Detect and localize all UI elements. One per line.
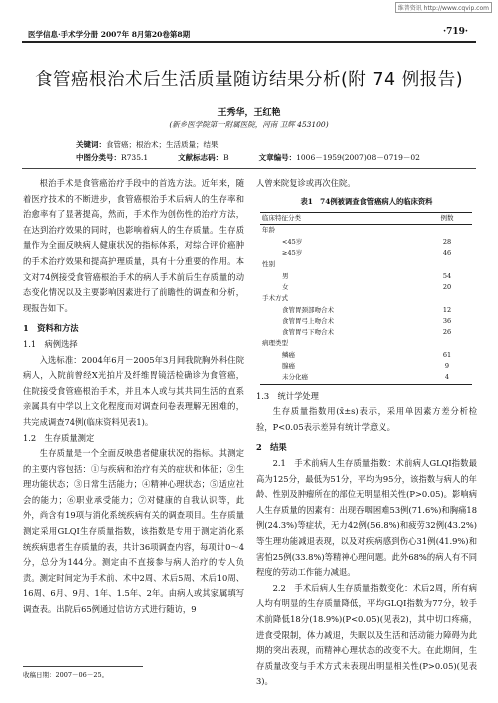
table-row — [260, 271, 472, 282]
table-row — [260, 282, 472, 293]
table-cell-count — [422, 293, 472, 304]
table-cell-label: 食管胃弓上吻合术 — [282, 316, 334, 325]
meta-rule — [22, 168, 476, 169]
table-cell-label: 年龄 — [262, 226, 275, 235]
table-cell-label: 手术方式 — [262, 294, 288, 303]
table-cell-count: 9 — [444, 362, 450, 371]
case-selection-paragraph: 入选标准：2004年6月－2005年3月间我院胸外科住院病人，入院前曾经X光拍片及纤维胃镜活检确诊为食管癌，住院接受食管癌根治手术，并且本人或与其共同生活的直系亲属具有中学以上文化程度而对调查问卷表理解无困难的，共完成调查74例(临床资料见表1)。 — [23, 354, 244, 427]
table-cell-count: 26 — [442, 328, 452, 337]
article-authors: 王秀华，王红艳 — [217, 108, 281, 118]
journal-header: 医学信息·手术学分册 2007年 8月第20卷第8期 — [28, 30, 191, 39]
table-row — [260, 237, 472, 248]
table-header-row — [260, 213, 472, 225]
table-row — [260, 225, 472, 237]
table-row — [260, 305, 472, 316]
table-cell-label: 食管胃颈部吻合术 — [282, 305, 334, 314]
table-cell-count: 46 — [442, 249, 452, 258]
article-no-label: 文章编号： — [258, 153, 297, 162]
table-row — [260, 259, 472, 270]
subheading-statistics: 1.3 统计学处理 — [256, 390, 319, 401]
section-heading-results: 2 结果 — [256, 442, 287, 453]
clc-value: R735.1 — [121, 153, 149, 162]
table-cell-label: ≥45岁 — [282, 249, 303, 258]
doc-code-label: 文献标志码： — [178, 153, 224, 162]
table-cell-count: 36 — [442, 316, 452, 325]
table-cell-count: 61 — [442, 350, 452, 359]
qol-measurement-paragraph: 生存质量是一个全面反映患者健康状况的指标。其测定的主要内容包括：①与疾病和治疗有关的症状和体征；②生理功能状态；③日常生活能力；④精神心理状态；⑤适应社会的能力；⑥职业承受能力；⑦对健康的自我认识等，此外，尚含有19项与消化系统疾病有关的调查项目。生存质量测定采用GLQI生存质量指数，该指数是专用于测定消化系统疾病患者生存质量的表，共计36项调查内容，每项计0～4分，总分为144分。测定由不直接参与病人治疗的专人负责。测定时间定为手术前、术中2周、术后5周、术后10周、16周、6月、9月、1年、1.5年、2年。由病人或其家属填写调查表。出院后65例通过信访方式进行随访，9 — [23, 448, 244, 615]
keywords: 食管癌；根治术；生活质量；结果 — [106, 140, 219, 149]
table-cell-count: 54 — [442, 271, 452, 280]
table-cell-label: 腺癌 — [282, 362, 295, 371]
table-row — [260, 248, 472, 259]
table-row — [260, 372, 472, 384]
table-cell-label: 女 — [282, 282, 289, 291]
table-row — [260, 293, 472, 304]
table-cell-count: 28 — [442, 237, 452, 246]
table-header-category: 临床特征分类 — [262, 214, 301, 223]
table-cell-count: 12 — [442, 305, 452, 314]
footnote-rule — [23, 666, 143, 667]
table-cell-label: 男 — [282, 271, 289, 280]
table-row — [260, 361, 472, 372]
table-cell-count: 20 — [442, 282, 452, 291]
table-cell-label: 食管胃弓下吻合术 — [282, 328, 334, 337]
table-cell-count — [422, 259, 472, 270]
clc-field — [76, 152, 148, 163]
classification-line — [76, 152, 436, 163]
table-cell-label: <45岁 — [282, 237, 303, 246]
statistics-paragraph: 生存质量指数用(x̄±s)表示，采用单因素方差分析检验，P<0.05表示差异有统计学意义。 — [256, 406, 477, 432]
table-row — [260, 316, 472, 327]
article-no-field — [259, 152, 420, 163]
table-cell-label: 性别 — [262, 260, 275, 269]
article-no-value: 1006－1959(2007)08－0719－02 — [296, 153, 420, 162]
watermark-stamp: 维普资讯 http://www.cqvip.com — [395, 2, 492, 13]
table-cell-count — [422, 338, 472, 349]
table-row — [260, 338, 472, 349]
continued-paragraph: 人曾来院复诊或再次住院。 — [256, 178, 356, 188]
table-header-count: 例数 — [440, 214, 454, 223]
table-cell-count: 4 — [444, 373, 450, 382]
article-affiliation: (新乡医学院第一附属医院，河南 卫辉 453100) — [169, 120, 329, 129]
results-postop-paragraph: 2.2 手术后病人生存质量指数变化：术后2周，所有病人均有明显的生存质量降低，平均GLQI指数为77分，较手术前降低18分(18.9%)(P<0.05)(见表2)，其中切口疼痛，进食受限制，体力减退，失眠以及生活和活动能力障碍为此期的突出表现，而精神心理状态的改变不大。在此期间，生存质量改变与手术方式未表现出明显相关性(P>0.05)(见表3)。 — [256, 582, 477, 687]
left-column — [23, 176, 244, 618]
page-number: ·719· — [442, 27, 468, 37]
clc-label: 中图分类号： — [76, 153, 121, 162]
table-row — [260, 327, 472, 338]
table-cell-label: 病理类型 — [262, 339, 288, 348]
clinical-data-table — [260, 212, 472, 384]
table-cell-label: 未分化癌 — [282, 373, 308, 382]
header-rule — [22, 41, 476, 43]
table-row — [260, 350, 472, 361]
doc-code-value: B — [223, 153, 229, 162]
keywords-label: 关键词： — [76, 140, 106, 149]
intro-paragraph: 根治手术是食管癌治疗手段中的首选方法。近年来，随着医疗技术的不断进步，食管癌根治手术后病人的生存率和治愈率有了显著提高，然而，手术作为创伤性的治疗方法，在达到治疗效果的同时，也影响着病人的生存质量。生存质量作为全面反映病人健康状况的指标体系，对综合评价癌肿的手术治疗效果和提高护理质量，具有十分重要的作用。本文对74例接受食管癌根治手术的病人手术前后生存质量的动态变化情况以及主要影响因素进行了前瞻性的调查和分析，现报告如下。 — [23, 178, 244, 313]
section-heading-materials: 1 资料和方法 — [23, 323, 79, 334]
table-cell-label: 鳞癌 — [282, 350, 295, 359]
table-1-title: 表1 74例被调查食管癌病人的临床资料 — [300, 196, 433, 206]
received-date-footnote: 收稿日期：2007－06－25。 — [23, 671, 109, 679]
keywords-line — [76, 139, 219, 150]
table-cell-count — [422, 225, 472, 237]
article-title: 食管癌根治术后生活质量随访结果分析(附 74 例报告) — [34, 70, 464, 90]
results-preop-paragraph: 2.1 手术前病人生存质量指数：术前病人GLQI指数最高为125分，最低为51分，平均为95分，该指数与病人的年龄、性别及肿瘤所在的部位无明显相关性(P>0.05)。影响病人生存质量的因素有：出现吞咽困难53例(71.6%)和胸痛18例(24.3%)等症状，无力42例(56.8%)和疲劳32例(43.2%)等生理功能减退表现，以及对疾病感到伤心31例(41.9%)和害怕25例(33.8%)等精神心理问题。此外68%的病人有不同程度的劳动工作能力减退。 — [256, 458, 477, 578]
subheading-qol-measurement: 1.2 生存质量测定 — [23, 432, 95, 443]
subheading-case-selection: 1.1 病例选择 — [23, 338, 78, 349]
right-column — [256, 176, 477, 690]
doc-code-field — [178, 152, 229, 163]
